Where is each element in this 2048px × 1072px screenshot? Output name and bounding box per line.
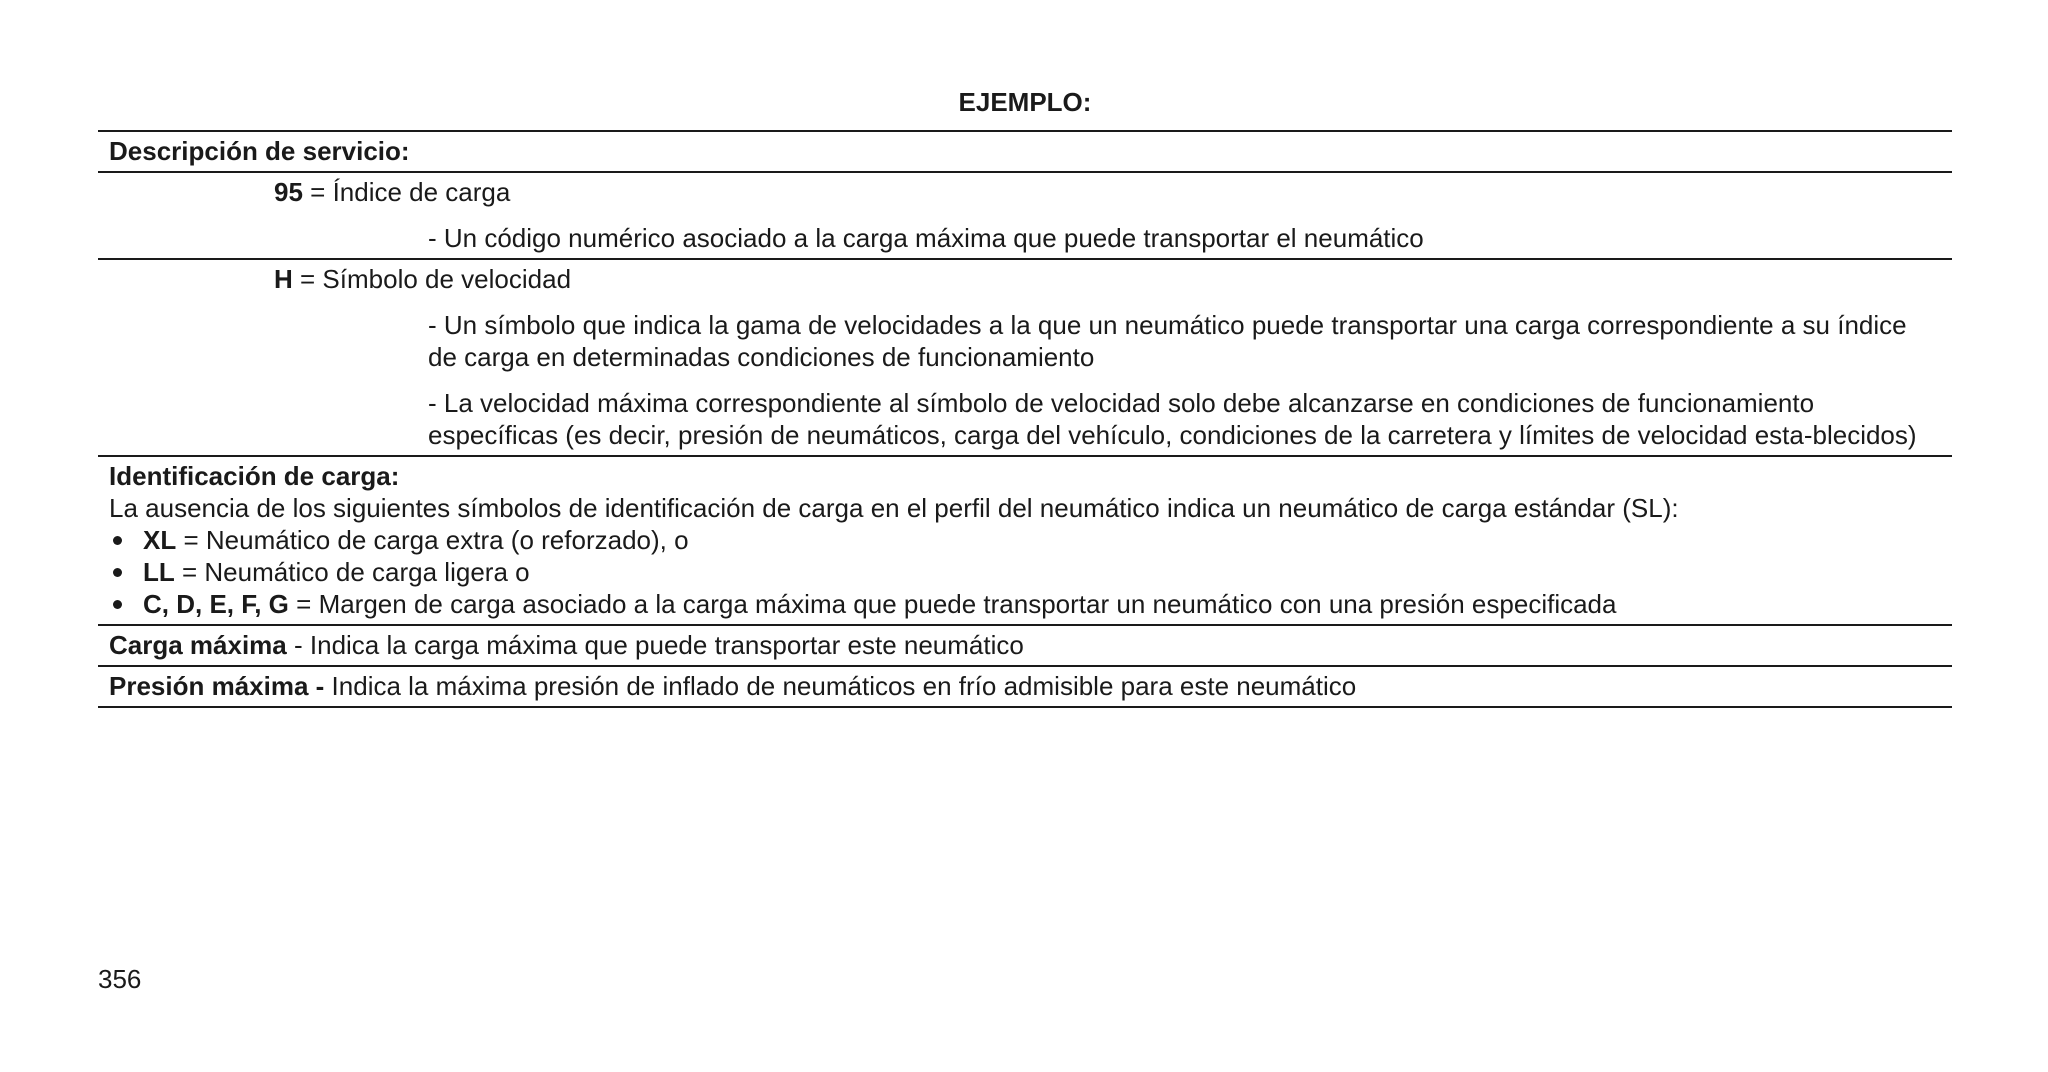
list-item	[109, 556, 1952, 588]
load-code-ll-text: = Neumático de carga ligera o	[182, 557, 530, 587]
max-pressure-text	[98, 670, 1952, 702]
load-index-row	[98, 171, 1952, 258]
list-item	[109, 524, 1952, 556]
load-index-code: 95	[274, 177, 303, 207]
load-identification-intro: La ausencia de los siguientes símbolos de identificación de carga en el perfil del neumático indica un neumático de carga estándar (SL):	[109, 493, 1679, 523]
service-description-heading: Descripción de servicio:	[109, 136, 410, 166]
load-code-ll: LL	[143, 557, 175, 587]
bullet-icon	[113, 536, 122, 545]
speed-symbol-code: H	[274, 264, 293, 294]
load-code-xl-text: = Neumático de carga extra (o reforzado), o	[183, 525, 689, 555]
service-description-header-row	[98, 130, 1952, 171]
max-pressure-term: Presión máxima -	[109, 671, 325, 701]
list-item	[109, 588, 1952, 620]
load-index-term	[98, 176, 1952, 208]
speed-symbol-term	[98, 263, 1952, 295]
max-pressure-description: Indica la máxima presión de inflado de neumáticos en frío admisible para este neumático	[331, 671, 1357, 701]
load-code-xl: XL	[143, 525, 177, 555]
max-load-term: Carga máxima	[109, 630, 287, 660]
speed-symbol-label: = Símbolo de velocidad	[300, 264, 572, 294]
load-code-range: C, D, E, F, G	[143, 589, 289, 619]
load-index-description: - Un código numérico asociado a la carga máxima que puede transportar el neumático	[428, 223, 1424, 253]
bullet-icon	[113, 600, 122, 609]
max-pressure-row	[98, 665, 1952, 708]
speed-symbol-description-2: - La velocidad máxima correspondiente al símbolo de velocidad solo debe alcanzarse en condiciones de funcionamiento específicas (es decir, presión de neumáticos, carga del vehículo, condiciones de la carretera y límites de velocidad esta-blecidos)	[428, 388, 1917, 450]
speed-symbol-description-1: - Un símbolo que indica la gama de velocidades a la que un neumático puede transportar una carga correspondiente a su índice de carga en determinadas condiciones de funcionamiento	[428, 310, 1907, 372]
bullet-icon	[113, 568, 122, 577]
load-identification-heading: Identificación de carga:	[109, 461, 400, 491]
max-load-description: - Indica la carga máxima que puede transportar este neumático	[294, 630, 1024, 660]
page-number: 356	[98, 964, 142, 994]
example-title: EJEMPLO:	[958, 87, 1092, 117]
speed-symbol-row	[98, 258, 1952, 455]
max-load-text	[98, 629, 1952, 661]
load-code-range-text: = Margen de carga asociado a la carga máxima que puede transportar un neumático con una presión especificada	[296, 589, 1617, 619]
max-load-row	[98, 624, 1952, 665]
example-table	[98, 130, 1952, 708]
document-page	[98, 0, 1952, 1072]
load-identification-list	[98, 524, 1952, 620]
load-index-label: = Índice de carga	[310, 177, 511, 207]
load-identification-row	[98, 455, 1952, 624]
